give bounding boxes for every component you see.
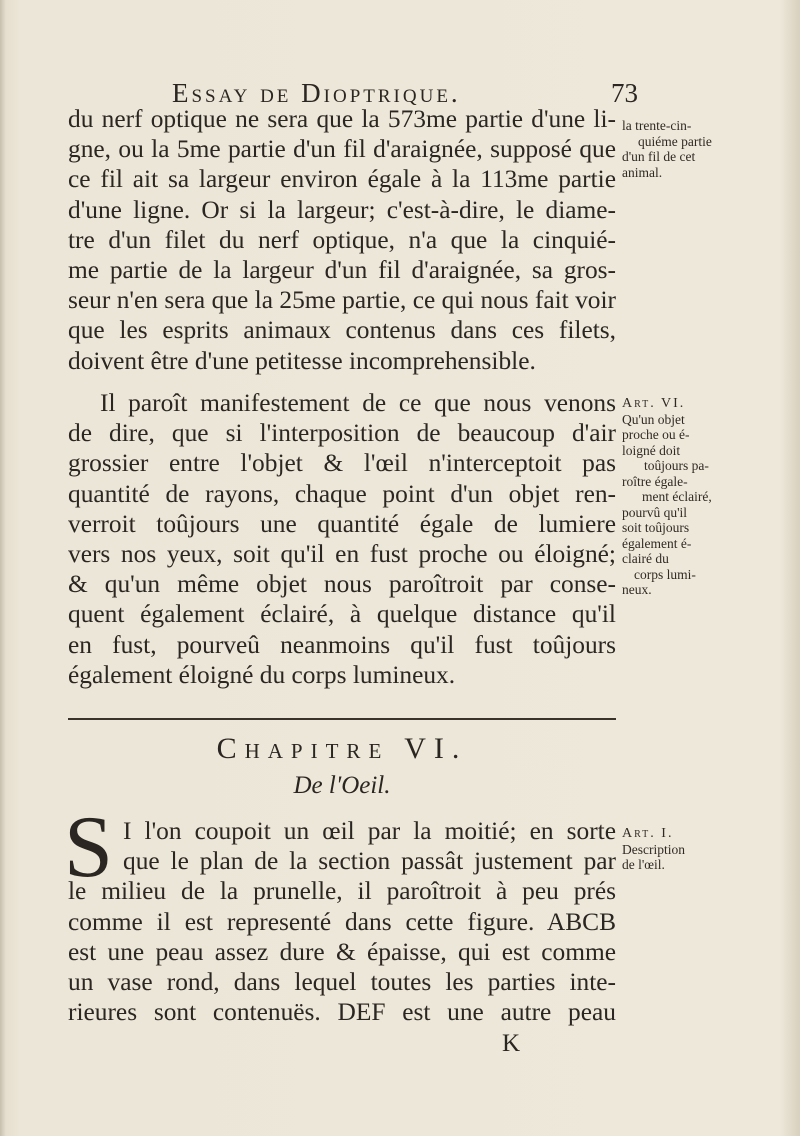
text-line: que les esprits animaux contenus dans ces filets, [68, 316, 616, 345]
text-line: vers nos yeux, soit qu'il en fust proche ou éloigné; [68, 539, 616, 568]
text-line: le milieu de la prunelle, il paroîtroit à peu prés [68, 877, 616, 906]
margin-note-line: de l'œil. [622, 857, 665, 872]
margin-note-line: proche ou é- [622, 427, 690, 442]
margin-note-line: corps lumi- [634, 566, 696, 582]
margin-note-2 [622, 396, 740, 598]
text-line: seur n'en sera que la 25me partie, ce qui nous fait voir [68, 286, 616, 315]
margin-note-line: clairé du [622, 551, 669, 566]
margin-note-line: soit toûjours [622, 520, 690, 535]
margin-note-line: animal. [622, 164, 663, 180]
text-line: du nerf optique ne sera que la 573me partie d'une li- [68, 105, 616, 133]
text-line: comme il est representé dans cette figure. ABCB [68, 907, 616, 936]
text-line: un vase rond, dans lequel toutes les parties inte- [68, 967, 616, 996]
margin-note-line: d'un fil de cet [622, 149, 696, 164]
text-line: ce fil ait sa largeur environ égale à la 113me partie [68, 165, 616, 194]
text-line: tre d'un filet du nerf optique, n'a que la cinquié- [68, 225, 616, 254]
text-line: que le plan de la section passât justement par [123, 847, 616, 876]
chapter-vi-text [68, 816, 616, 1027]
margin-note-line: roître égale- [622, 473, 688, 489]
margin-note-line: toûjours pa- [644, 458, 709, 473]
article-v-text [68, 104, 616, 376]
signature-mark: K [502, 1030, 521, 1057]
margin-note-3 [622, 826, 740, 873]
drop-cap-letter: S [64, 799, 113, 896]
text-line: Il paroît manifestement de ce que nous venons [100, 389, 616, 417]
text-line: également éloigné du corps lumineux. [68, 660, 456, 689]
text-line: en fust, pourveû neanmoins qu'il fust toûjours [68, 630, 616, 659]
text-line: grossier entre l'objet & l'œil n'interceptoit pas [68, 449, 616, 478]
page-number: 73 [611, 78, 638, 108]
margin-note-line: Qu'un objet [622, 411, 685, 427]
margin-note-line: Description [622, 841, 685, 857]
text-line: de dire, que si l'interposition de beaucoup d'air [68, 419, 616, 448]
text-line: quantité de rayons, chaque point d'un objet ren- [68, 479, 616, 508]
margin-note-line: pourvû qu'il [622, 504, 688, 520]
article-label: Art. I. [622, 826, 674, 841]
chapter-title: Chapitre VI. [216, 732, 468, 765]
text-line: verroit toûjours une quantité égale de lumiere [68, 509, 616, 538]
text-line: d'une ligne. Or si la largeur; c'est-à-dire, le diame- [68, 195, 616, 224]
text-line: quent également éclairé, à quelque distance qu'il [68, 600, 616, 629]
text-line: & qu'un même objet nous paroîtroit par conse- [68, 570, 616, 599]
chapter-subtitle: De l'Oeil. [293, 772, 391, 799]
margin-note-line: quiéme partie [638, 133, 712, 149]
margin-note-line: neux. [622, 582, 652, 597]
margin-note-line: ment éclairé, [642, 489, 712, 504]
margin-note-1 [622, 118, 740, 180]
article-vi-text [68, 388, 616, 690]
section-rule [68, 718, 616, 720]
margin-note-line: la trente-cin- [622, 118, 692, 133]
text-line: est une peau assez dure & épaisse, qui est comme [68, 937, 616, 966]
article-label: Art. VI. [622, 396, 686, 411]
text-line: rieures sont contenuës. DEF est une autre peau [68, 998, 616, 1027]
text-line: I l'on coupoit un œil par la moitié; en sorte [123, 817, 616, 845]
margin-note-line: également é- [622, 535, 692, 551]
text-line: me partie de la largeur d'un fil d'araignée, sa gros- [68, 255, 616, 284]
margin-note-line: loigné doit [622, 442, 681, 458]
text-line: gne, ou la 5me partie d'un fil d'araignée, supposé que [68, 135, 616, 164]
text-line: doivent être d'une petitesse incomprehensible. [68, 346, 536, 375]
running-title: Essay de Dioptrique. [172, 78, 461, 108]
